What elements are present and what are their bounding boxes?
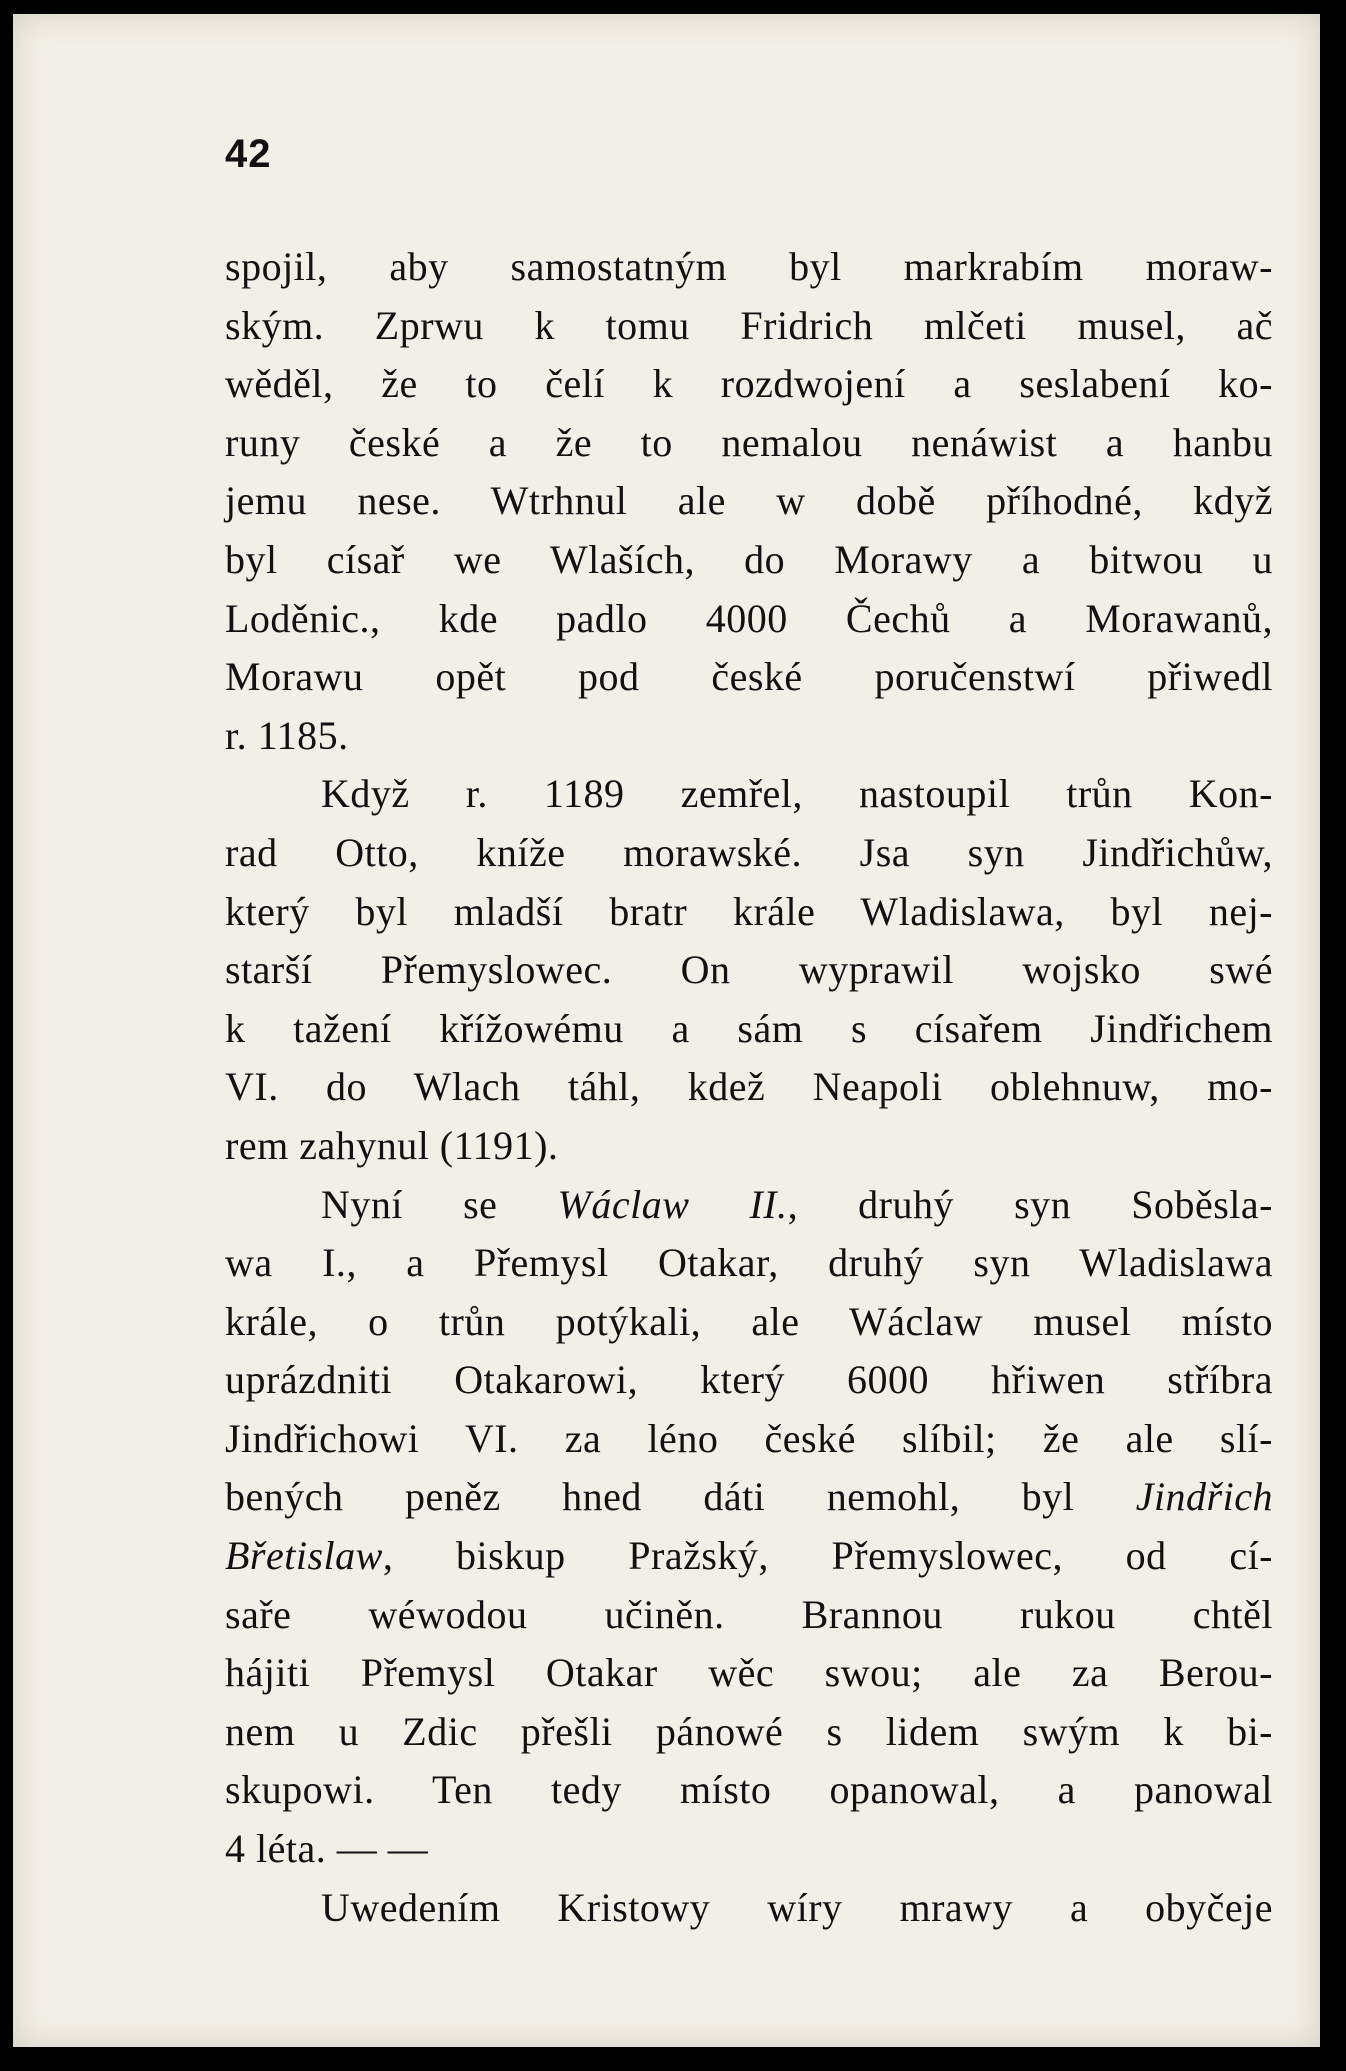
text-line: nem u Zdic přešli pánowé s lidem swým k bi- — [225, 1708, 1273, 1754]
italic-name: Wáclaw II. — [557, 1181, 788, 1227]
text-line: runy české a že to nemalou nenáwist a hanbu — [225, 419, 1273, 465]
text-line: Loděnic., kde padlo 4000 Čechů a Morawanů, — [225, 595, 1273, 641]
text-line: krále, o trůn potýkali, ale Wáclaw musel místo — [225, 1298, 1273, 1344]
text-line: Jindřichowi VI. za léno české slíbil; že ale slí- — [225, 1415, 1273, 1461]
text-run: , druhý syn Soběsla- — [787, 1181, 1273, 1227]
text-line: Když r. 1189 zemřel, nastoupil trůn Kon- — [321, 771, 1273, 817]
text-run: , biskup Pražský, Přemyslowec, od cí- — [382, 1533, 1273, 1579]
book-page — [13, 14, 1320, 2047]
text-line: starší Přemyslowec. On wyprawil wojsko swé — [225, 947, 1273, 993]
text-line: byl císař we Wlaších, do Morawy a bitwou u — [225, 536, 1273, 582]
text-line: Morawu opět pod české poručenstwí přiwedl — [225, 654, 1273, 700]
text-line: wa I., a Přemysl Otakar, druhý syn Wladislawa — [225, 1240, 1273, 1286]
text-line: wěděl, že to čelí k rozdwojení a seslabení ko- — [225, 361, 1273, 407]
text-line — [225, 1527, 1273, 1586]
text-line: jemu nese. Wtrhnul ale w době příhodné, když — [225, 478, 1273, 524]
text-line: Uwedením Kristowy wíry mrawy a obyčeje — [321, 1884, 1273, 1930]
text-line — [225, 1176, 1273, 1235]
text-line: který byl mladší bratr krále Wladislawa, byl nej- — [225, 888, 1273, 934]
text-line: spojil, aby samostatným byl markrabím moraw- — [225, 244, 1273, 289]
text-line: 4 léta. — — — [225, 1826, 429, 1872]
text-line: rad Otto, kníže morawské. Jsa syn Jindřichůw, — [225, 829, 1273, 875]
text-run: bených peněz hned dáti nemohl, byl — [225, 1474, 1136, 1520]
text-run: Nyní se — [321, 1181, 558, 1227]
text-line: saře wéwodou učiněn. Brannou rukou chtěl — [225, 1591, 1273, 1637]
text-line: VI. do Wlach táhl, kdež Neapoli oblehnuw, mo- — [225, 1064, 1273, 1110]
text-line — [225, 1468, 1273, 1527]
text-line: ským. Zprwu k tomu Fridrich mlčeti musel, ač — [225, 302, 1273, 348]
page-number: 42 — [225, 132, 272, 176]
italic-name: Břetislaw — [225, 1533, 383, 1579]
text-line: k tažení křížowému a sám s císařem Jindřichem — [225, 1005, 1273, 1051]
italic-name: Jindřich — [1135, 1474, 1273, 1520]
text-line: rem zahynul (1191). — [225, 1122, 559, 1168]
text-line: skupowi. Ten tedy místo opanowal, a panowal — [225, 1767, 1273, 1813]
body-text — [225, 238, 1273, 1937]
text-line: r. 1185. — [225, 712, 349, 758]
text-line: uprázdniti Otakarowi, který 6000 hřiwen stříbra — [225, 1357, 1273, 1403]
text-line: hájiti Přemysl Otakar wěc swou; ale za Berou- — [225, 1650, 1273, 1696]
